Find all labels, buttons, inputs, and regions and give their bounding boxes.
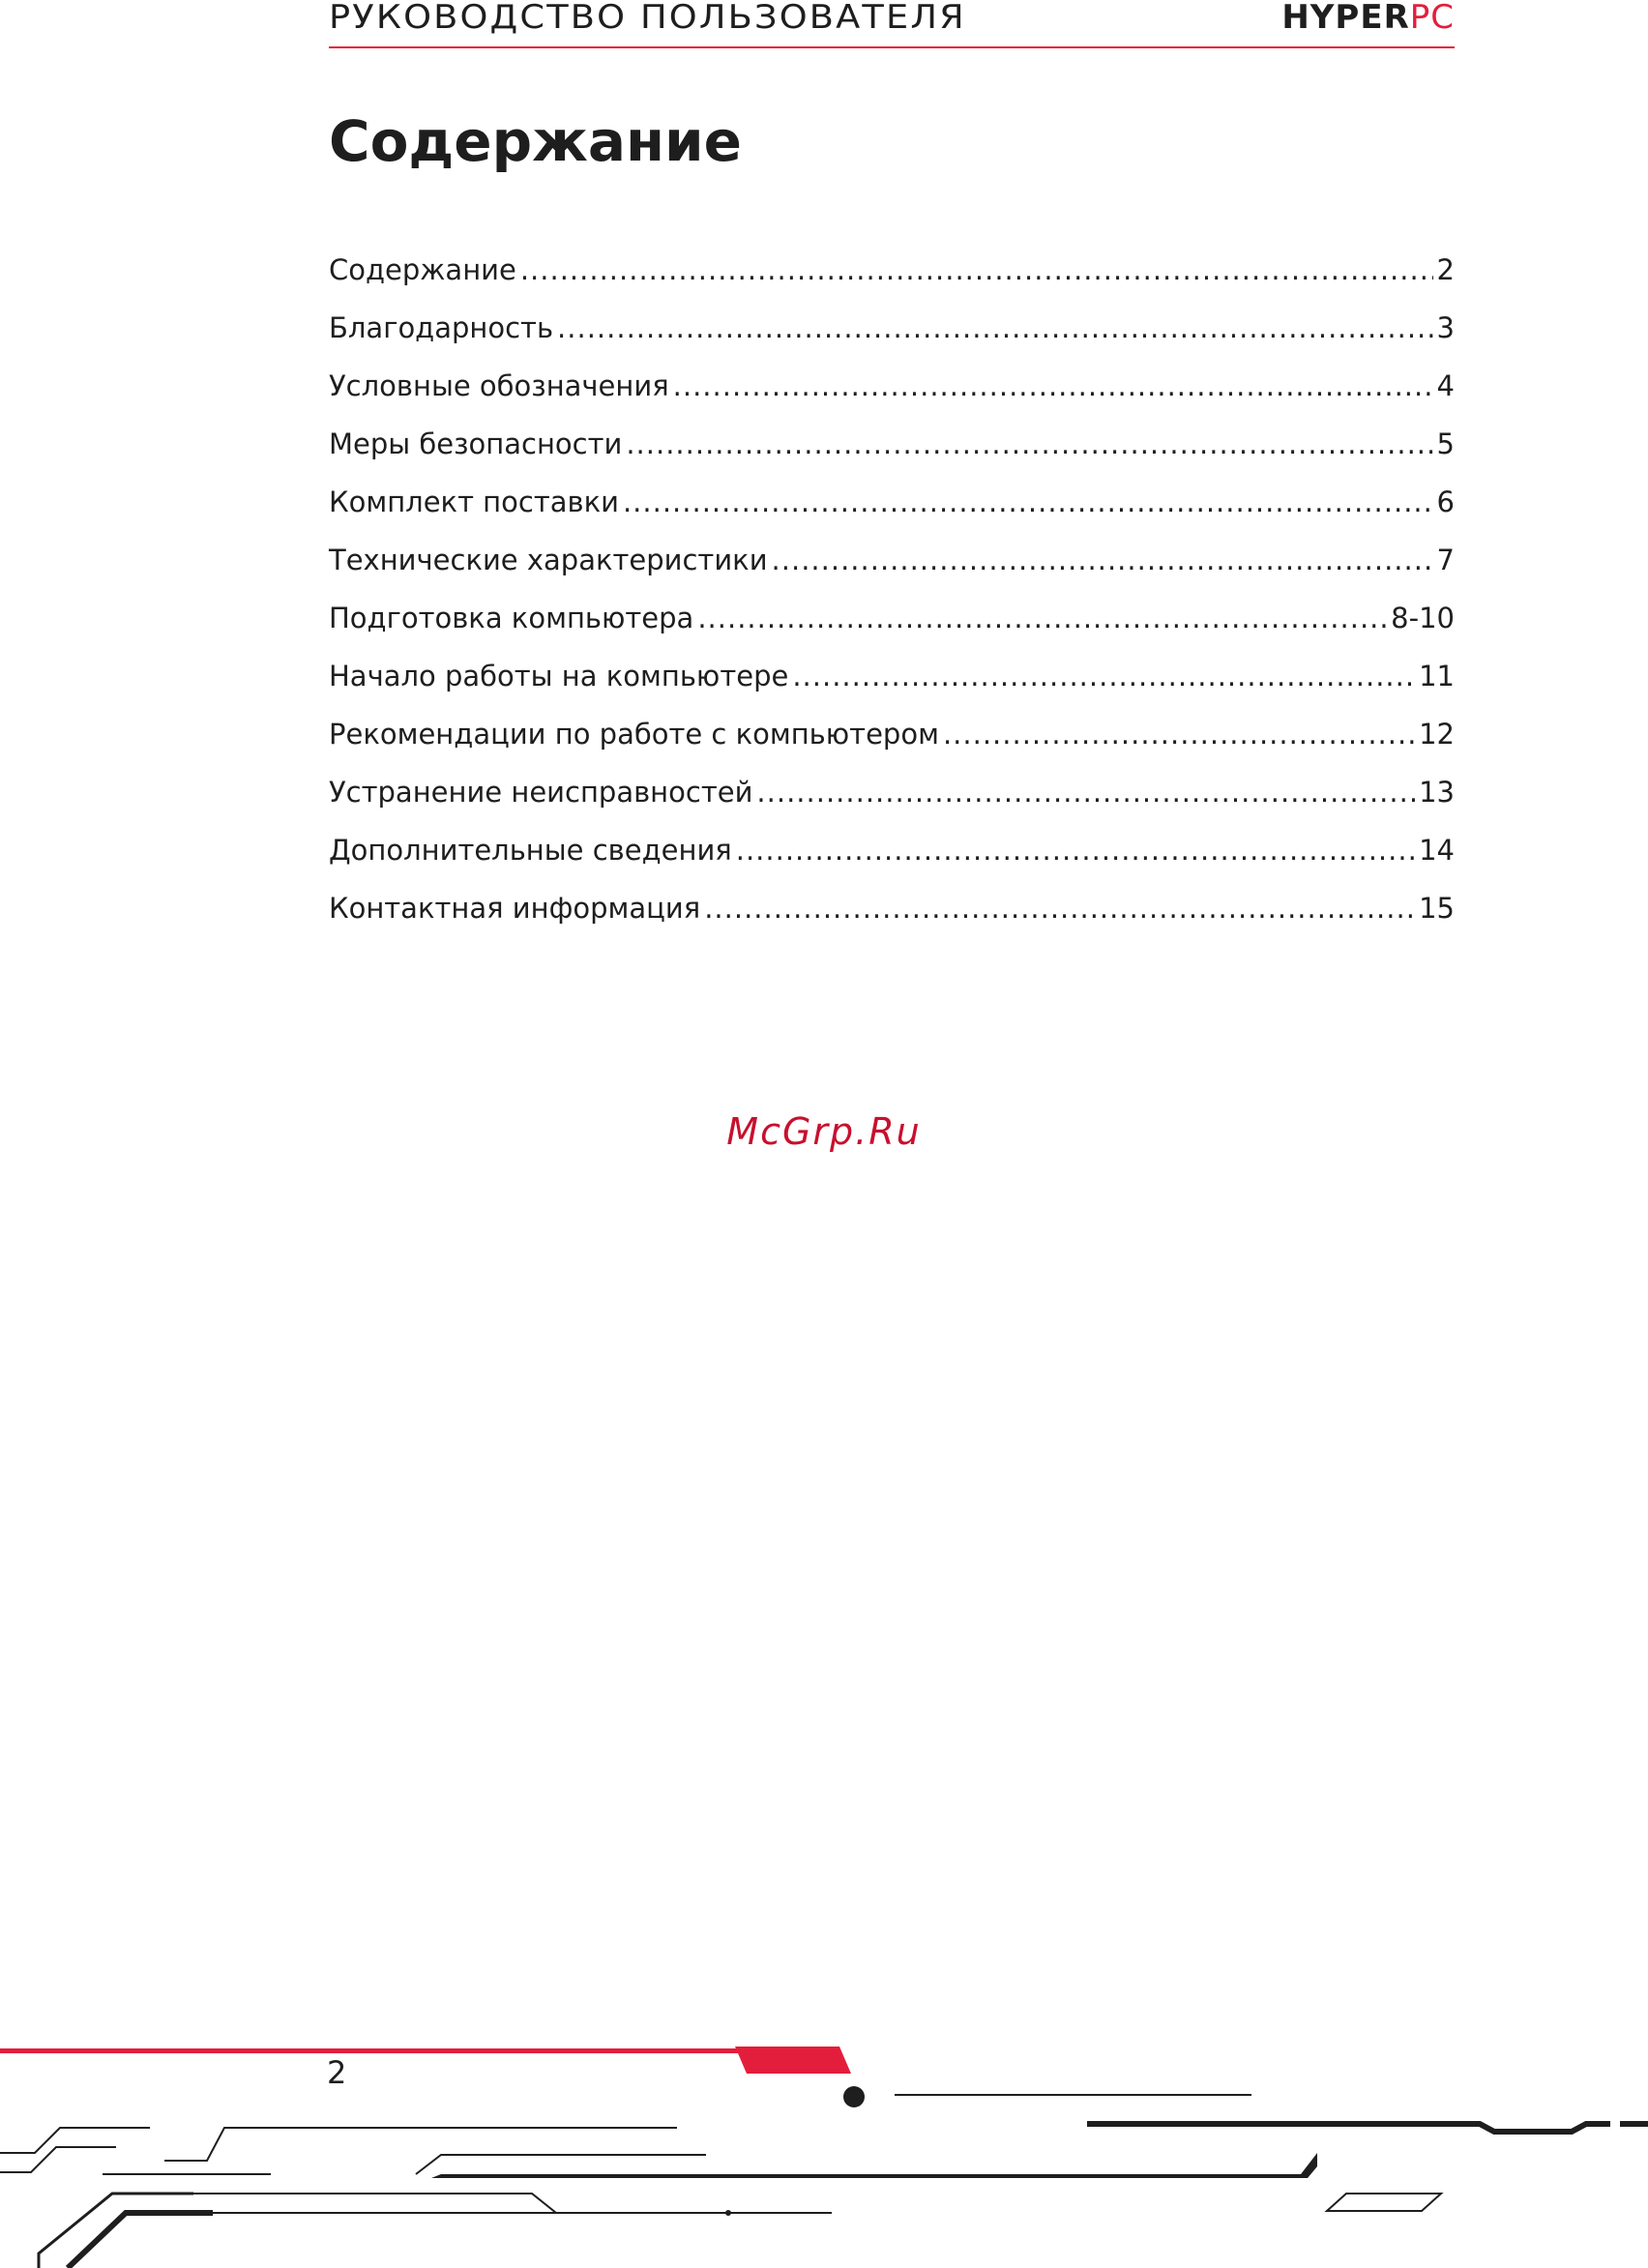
toc-entry-page: 8-10 <box>1391 602 1455 634</box>
toc-leader-dots <box>792 660 1415 692</box>
toc-leader-dots <box>520 253 1433 286</box>
footer-line <box>431 2153 1317 2178</box>
footer-red-tab <box>735 2047 851 2074</box>
toc-entry-page: 6 <box>1436 486 1455 518</box>
toc-entry-label: Благодарность <box>329 311 554 344</box>
toc-entry-label: Рекомендации по работе с компьютером <box>329 718 939 751</box>
toc-entry[interactable] <box>329 602 1455 660</box>
toc-entry-label: Контактная информация <box>329 892 701 925</box>
header-title: РУКОВОДСТВО ПОЛЬЗОВАТЕЛЯ <box>329 0 966 37</box>
toc-entry-label: Комплект поставки <box>329 486 619 518</box>
brand-logo-light: PC <box>1409 0 1455 37</box>
toc-entry-label: Начало работы на компьютере <box>329 660 789 692</box>
toc-entry-label: Устранение неисправностей <box>329 776 753 809</box>
toc-leader-dots <box>557 311 1433 344</box>
footer-line <box>1327 2194 1441 2211</box>
toc-entry-page: 4 <box>1436 369 1455 402</box>
toc-entry-page: 3 <box>1436 311 1455 344</box>
page-number: 2 <box>327 2054 347 2091</box>
toc-leader-dots <box>943 718 1415 751</box>
page-title: Содержание <box>329 108 743 174</box>
toc-entry[interactable] <box>329 253 1455 311</box>
toc-entry[interactable] <box>329 544 1455 602</box>
footer-circuit-decoration <box>0 2031 1648 2268</box>
toc-entry-label: Подготовка компьютера <box>329 602 694 634</box>
toc-entry-page: 12 <box>1419 718 1455 751</box>
toc-leader-dots <box>626 427 1432 460</box>
toc-entry-label: Условные обозначения <box>329 369 669 402</box>
toc-entry[interactable] <box>329 776 1455 834</box>
toc-leader-dots <box>756 776 1415 809</box>
header-divider <box>329 46 1455 48</box>
toc-entry[interactable] <box>329 892 1455 950</box>
toc-entry-page: 15 <box>1419 892 1455 925</box>
toc-leader-dots <box>704 892 1415 925</box>
toc-entry[interactable] <box>329 486 1455 544</box>
footer-red-bar <box>0 2048 745 2053</box>
footer-line <box>68 2213 213 2268</box>
footer-line <box>193 2194 727 2213</box>
toc-leader-dots <box>772 544 1433 576</box>
toc-entry[interactable] <box>329 427 1455 486</box>
toc-entry-page: 14 <box>1419 834 1455 867</box>
toc-leader-dots <box>623 486 1433 518</box>
toc-entry-page: 2 <box>1436 253 1455 286</box>
toc-leader-dots <box>673 369 1433 402</box>
footer-line <box>1087 2124 1610 2132</box>
toc-entry-label: Технические характеристики <box>329 544 768 576</box>
toc-entry[interactable] <box>329 834 1455 892</box>
toc-entry-page: 13 <box>1419 776 1455 809</box>
toc-entry[interactable] <box>329 718 1455 776</box>
toc-leader-dots <box>736 834 1415 867</box>
brand-logo <box>1281 0 1455 39</box>
footer-line <box>39 2194 193 2268</box>
brand-logo-bold: HYPER <box>1281 0 1410 37</box>
toc-entry-page: 11 <box>1419 660 1455 692</box>
toc-entry[interactable] <box>329 369 1455 427</box>
toc-entry-label: Содержание <box>329 253 516 286</box>
footer-line <box>416 2155 706 2174</box>
toc-entry-page: 7 <box>1436 544 1455 576</box>
toc-entry-page: 5 <box>1436 427 1455 460</box>
toc-entry-label: Меры безопасности <box>329 427 623 460</box>
toc-entry-label: Дополнительные сведения <box>329 834 732 867</box>
toc-entry[interactable] <box>329 311 1455 369</box>
watermark: McGrp.Ru <box>726 1110 922 1153</box>
footer-line <box>0 2128 150 2153</box>
table-of-contents <box>329 253 1455 950</box>
footer-dot <box>843 2086 865 2107</box>
footer-line <box>0 2147 116 2172</box>
toc-entry[interactable] <box>329 660 1455 718</box>
toc-leader-dots <box>697 602 1387 634</box>
